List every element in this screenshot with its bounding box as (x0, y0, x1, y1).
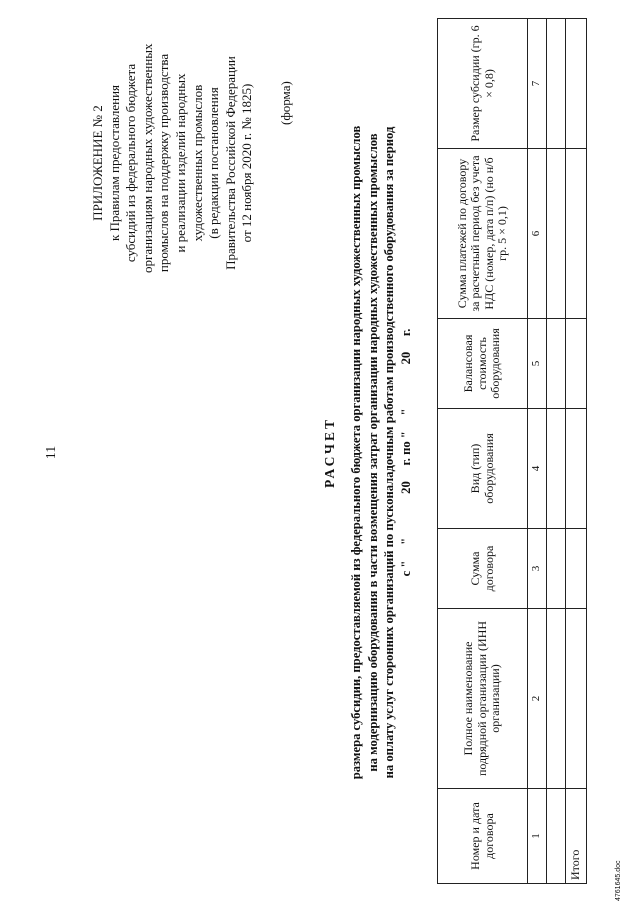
table-cell (566, 319, 587, 409)
table-cell (547, 319, 566, 409)
column-header: Полное наименование подрядной организации (ИНН организации) (438, 609, 528, 789)
subtitle-line: с " " 20 г. по " " 20 г. (398, 328, 413, 577)
appendix-line: к Правилам предоставления (106, 84, 122, 242)
column-header: Вид (тип) оборудования (438, 409, 528, 529)
table-cell (566, 149, 587, 319)
total-row (566, 19, 587, 884)
column-header: Сумма платежей по договору за расчетный период без учета НДС (номер, дата п/п) (но н/б гр. 5 × 0,1) (438, 149, 528, 319)
column-number: 3 (528, 529, 547, 609)
table-row (547, 19, 566, 884)
table-cell (547, 609, 566, 789)
appendix-line: организациям народных художественных (139, 43, 155, 273)
table-cell (547, 789, 566, 884)
column-number: 6 (528, 149, 547, 319)
subtitle-line: на модернизацию оборудования в части возмещения затрат организации народных художественных промыслов (365, 133, 380, 772)
appendix-line: от 12 ноября 2020 г. № 1825) (239, 83, 255, 243)
table-cell (566, 609, 587, 789)
column-number: 4 (528, 409, 547, 529)
column-number: 2 (528, 609, 547, 789)
table-header-row (438, 19, 528, 884)
subtitle-line: размера субсидии, предоставляемой из федерального бюджета организации народных художественных промыслов (349, 125, 363, 780)
document-code: 4761645.doc (615, 860, 622, 901)
appendix-line: ПРИЛОЖЕНИЕ № 2 (90, 105, 105, 221)
page-number: 11 (44, 445, 59, 460)
subtitle-line: на оплату услуг сторонних организаций по пусконаладочным работам производственного оборудования за период (382, 126, 396, 779)
total-label: Итого (566, 789, 587, 884)
table-cell (566, 19, 587, 149)
appendix-line: (в редакции постановления (206, 87, 222, 239)
table-cell (547, 409, 566, 529)
column-header: Номер и дата договора (438, 789, 528, 884)
column-number: 7 (528, 19, 547, 149)
column-header: Размер субсидии (гр. 6 × 0,8) (438, 19, 528, 149)
calculation-table (437, 18, 587, 884)
appendix-line: субсидий из федерального бюджета (123, 63, 139, 263)
appendix-line: Правительства Российской Федерации (222, 56, 238, 270)
table-cell (566, 409, 587, 529)
appendix-line: и реализации изделий народных (172, 73, 188, 253)
table-cell (566, 529, 587, 609)
column-header: Сумма договора (438, 529, 528, 609)
forma-label: (форма) (278, 81, 293, 125)
appendix-block (90, 43, 256, 273)
appendix-line: промыслов на поддержку производства (156, 53, 172, 273)
appendix-line: художественных промыслов (189, 84, 205, 242)
document-subtitle (348, 0, 414, 905)
table-cell (547, 529, 566, 609)
table-cell (547, 149, 566, 319)
table-cell (547, 19, 566, 149)
column-number-row (528, 19, 547, 884)
column-number: 1 (528, 789, 547, 884)
document-heading: РАСЧЕТ (322, 417, 337, 488)
column-number: 5 (528, 319, 547, 409)
column-header: Балансовая стоимость оборудования (438, 319, 528, 409)
